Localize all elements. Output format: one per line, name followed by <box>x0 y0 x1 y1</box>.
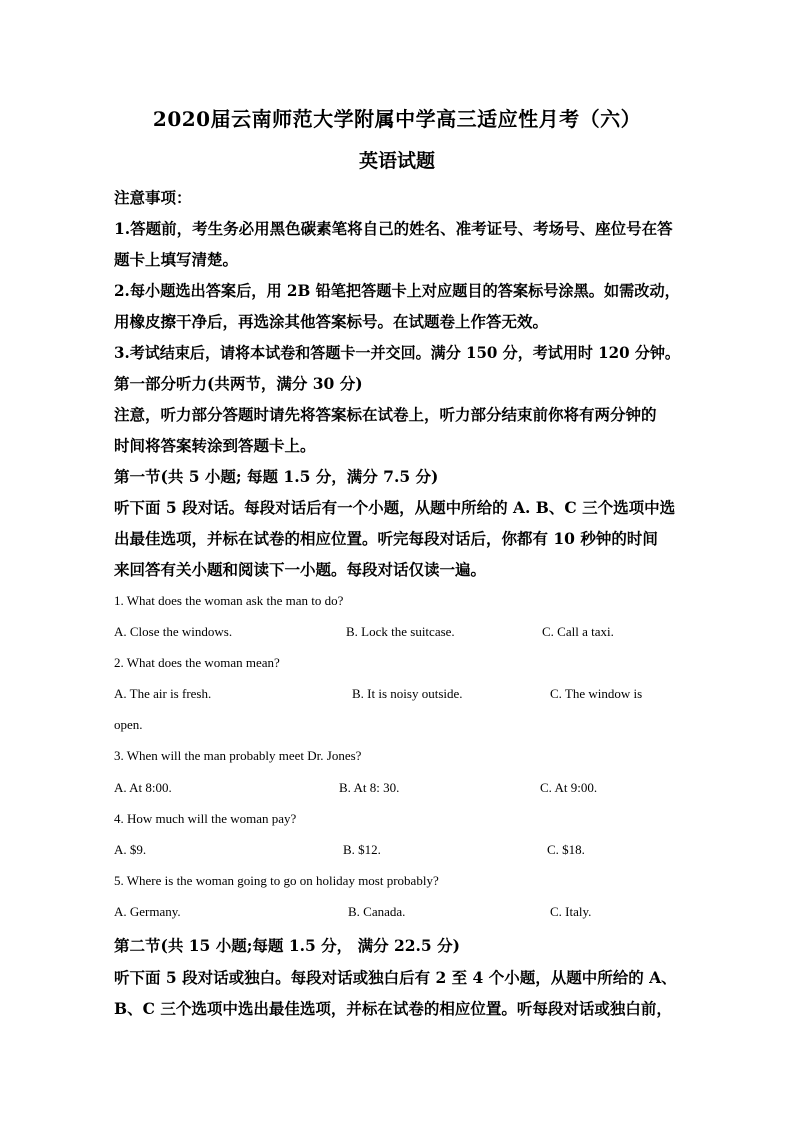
exam-subtitle: 英语试题 <box>358 150 435 172</box>
section2-heading: 第二节(共 15 小题;每题 1.5 分， 满分 22.5 分) <box>114 936 460 955</box>
question-4-stem: 4. How much will the woman pay? <box>114 811 297 826</box>
question-3-option-b: B. At 8: 30. <box>339 780 400 795</box>
question-3-stem: 3. When will the man probably meet Dr. Jones? <box>114 748 362 763</box>
notice-heading: 注意事项： <box>114 188 192 207</box>
question-1-option-c: C. Call a taxi. <box>542 624 614 639</box>
notice-item-2: 2.每小题选出答案后，用 2B 铅笔把答题卡上对应题目的答案标号涂黑。如需改动， <box>114 281 680 300</box>
question-2-option-c: C. The window is <box>550 686 643 701</box>
section2-instructions-cont: B、C 三个选项中选出最佳选项，并标在试卷的相应位置。听每段对话或独白前， <box>114 999 672 1018</box>
question-1-option-a: A. Close the windows. <box>114 624 233 639</box>
section1-instructions-cont: 出最佳选项，并标在试卷的相应位置。听完每段对话后，你都有 10 秒钟的时间 <box>114 529 658 548</box>
section1-instructions-cont-2: 来回答有关小题和阅读下一小题。每段对话仅读一遍。 <box>114 560 487 579</box>
question-5-stem: 5. Where is the woman going to go on holiday most probably? <box>114 873 439 888</box>
section1-instructions: 听下面 5 段对话。每段对话后有一个小题，从题中所给的 A. B、C 三个选项中选 <box>114 498 676 517</box>
question-2-option-c-cont: open. <box>114 717 143 732</box>
question-2-option-a: A. The air is fresh. <box>114 686 212 701</box>
question-4-option-b: B. $12. <box>343 842 381 857</box>
notice-item-1: 1.答题前，考生务必用黑色碳素笔将自己的姓名、准考证号、考场号、座位号在答 <box>114 219 673 238</box>
section2-instructions: 听下面 5 段对话或独白。每段对话或独白后有 2 至 4 个小题，从题中所给的 A、 <box>114 968 677 987</box>
question-3-option-a: A. At 8:00. <box>114 780 172 795</box>
question-5-option-b: B. Canada. <box>348 904 406 919</box>
question-4-option-a: A. $9. <box>114 842 147 857</box>
question-4-option-c: C. $18. <box>547 842 585 857</box>
question-2-option-b: B. It is noisy outside. <box>352 686 463 701</box>
section1-heading: 第一节(共 5 小题; 每题 1.5 分，满分 7.5 分) <box>114 467 439 486</box>
question-2-stem: 2. What does the woman mean? <box>114 655 280 670</box>
question-5-option-c: C. Italy. <box>550 904 592 919</box>
notice-item-3: 3.考试结束后，请将本试卷和答题卡一并交回。满分 150 分，考试用时 120 分钟。 <box>114 343 680 362</box>
question-3-option-c: C. At 9:00. <box>540 780 598 795</box>
notice-item-1-cont: 题卡上填写清楚。 <box>114 250 239 269</box>
question-5-option-a: A. Germany. <box>114 904 181 919</box>
question-1-stem: 1. What does the woman ask the man to do? <box>114 593 344 608</box>
part1-note: 注意，听力部分答题时请先将答案标在试卷上，听力部分结束前你将有两分钟的 <box>114 405 657 424</box>
part1-note-cont: 时间将答案转涂到答题卡上。 <box>114 436 316 455</box>
notice-item-2-cont: 用橡皮擦干净后，再选涂其他答案标号。在试题卷上作答无效。 <box>114 312 549 331</box>
exam-title: 2020届云南师范大学附属中学高三适应性月考（六） <box>152 107 642 131</box>
question-1-option-b: B. Lock the suitcase. <box>346 624 455 639</box>
part1-heading: 第一部分听力(共两节，满分 30 分) <box>114 374 363 393</box>
